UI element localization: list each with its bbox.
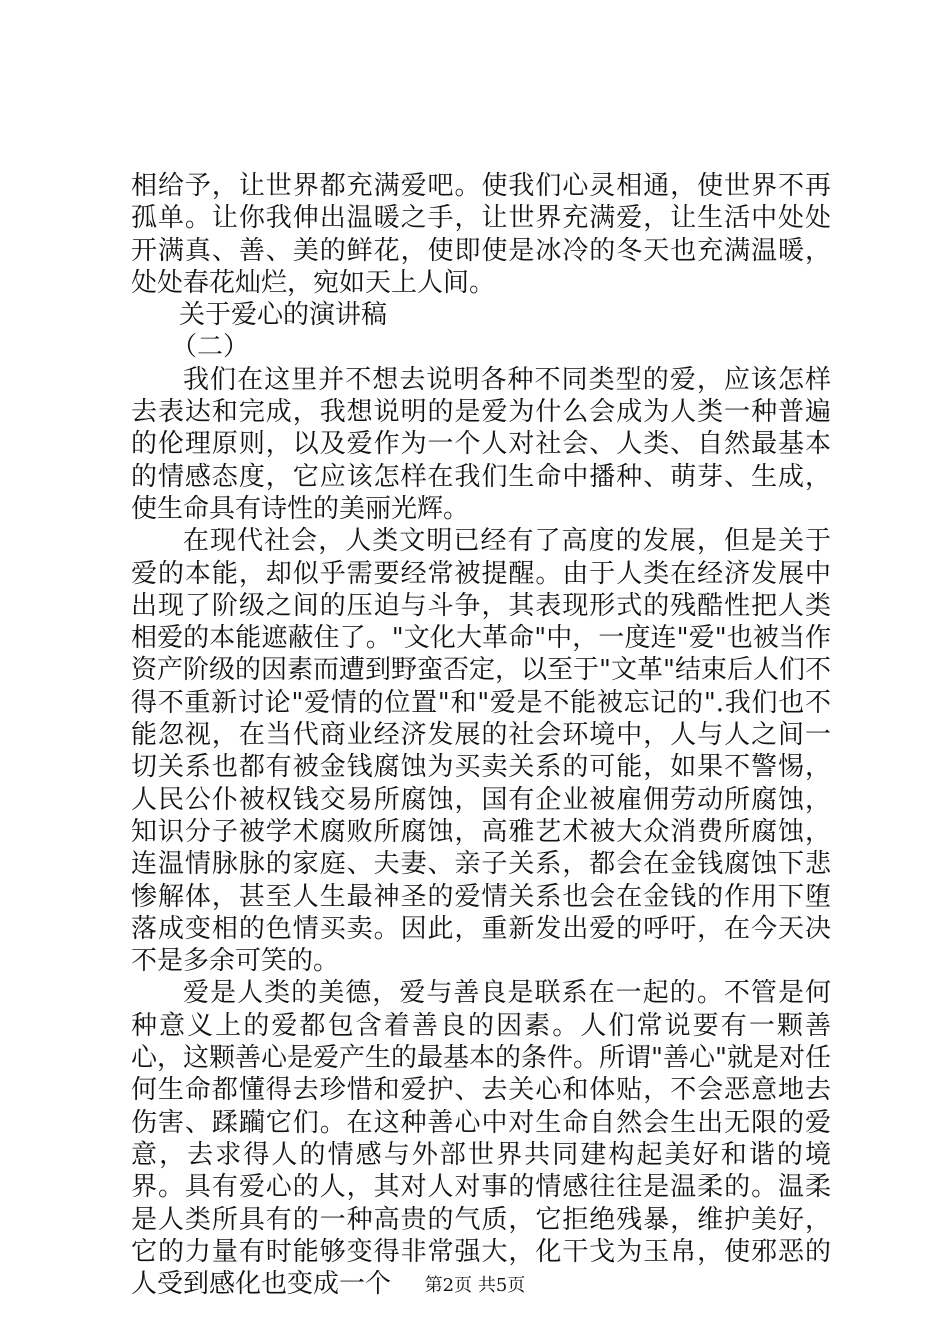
body-paragraph-1: 我们在这里并不想去说明各种不同类型的爱，应该怎样去表达和完成，我想说明的是爱为什么会成为人类一种普遍的伦理原则，以及爱作为一个人对社会、人类、自然最基本的情感态度，它应该怎样在我们生命中播种、萌芽、生成，使生命具有诗性的美丽光辉。 [131,364,831,524]
document-body [131,170,831,1300]
speech-title: 关于爱心的演讲稿 [179,300,388,331]
page-footer: 第2页 共5页 [424,1275,526,1296]
section-number: （二） [171,332,250,363]
body-paragraph-3: 爱是人类的美德，爱与善良是联系在一起的。不管是何种意义上的爱都包含着善良的因素。人们常说要有一颗善心，这颗善心是爱产生的最基本的条件。所谓"善心"就是对任何生命都懂得去珍惜和爱护、去关心和体贴，不会恶意地去伤害、蹂躏它们。在这种善心中对生命自然会生出无限的爱意，去求得人的情感与外部世界共同建构起美好和谐的境界。具有爱心的人，其对人对事的情感往往是温柔的。温柔是人类所具有的一种高贵的气质，它拒绝残暴，维护美好，它的力量有时能够变得非常强大，化干戈为玉帛，使邪恶的人受到感化也变成一个 [131,978,831,1300]
continued-paragraph: 相给予，让世界都充满爱吧。使我们心灵相通，使世界不再孤单。让你我伸出温暖之手，让世界充满爱，让生活中处处开满真、善、美的鲜花，使即使是冰冷的冬天也充满温暖，处处春花灿烂，宛如天上人间。 [131,171,831,298]
body-paragraph-2: 在现代社会，人类文明已经有了高度的发展，但是关于爱的本能，却似乎需要经常被提醒。由于人类在经济发展中出现了阶级之间的压迫与斗争，其表现形式的残酷性把人类相爱的本能遮蔽住了。"文化大革命"中，一度连"爱"也被当作资产阶级的因素而遭到野蛮否定，以至于"文革"结束后人们不得不重新讨论"爱情的位置"和"爱是不能被忘记的".我们也不能忽视，在当代商业经济发展的社会环境中，人与人之间一切关系也都有被金钱腐蚀为买卖关系的可能，如果不警惕，人民公仆被权钱交易所腐蚀，国有企业被雇佣劳动所腐蚀，知识分子被学术腐败所腐蚀，高雅艺术被大众消费所腐蚀，连温情脉脉的家庭、夫妻、亲子关系，都会在金钱腐蚀下悲惨解体，甚至人生最神圣的爱情关系也会在金钱的作用下堕落成变相的色情买卖。因此，重新发出爱的呼吁，在今天决不是多余可笑的。 [131,526,831,977]
